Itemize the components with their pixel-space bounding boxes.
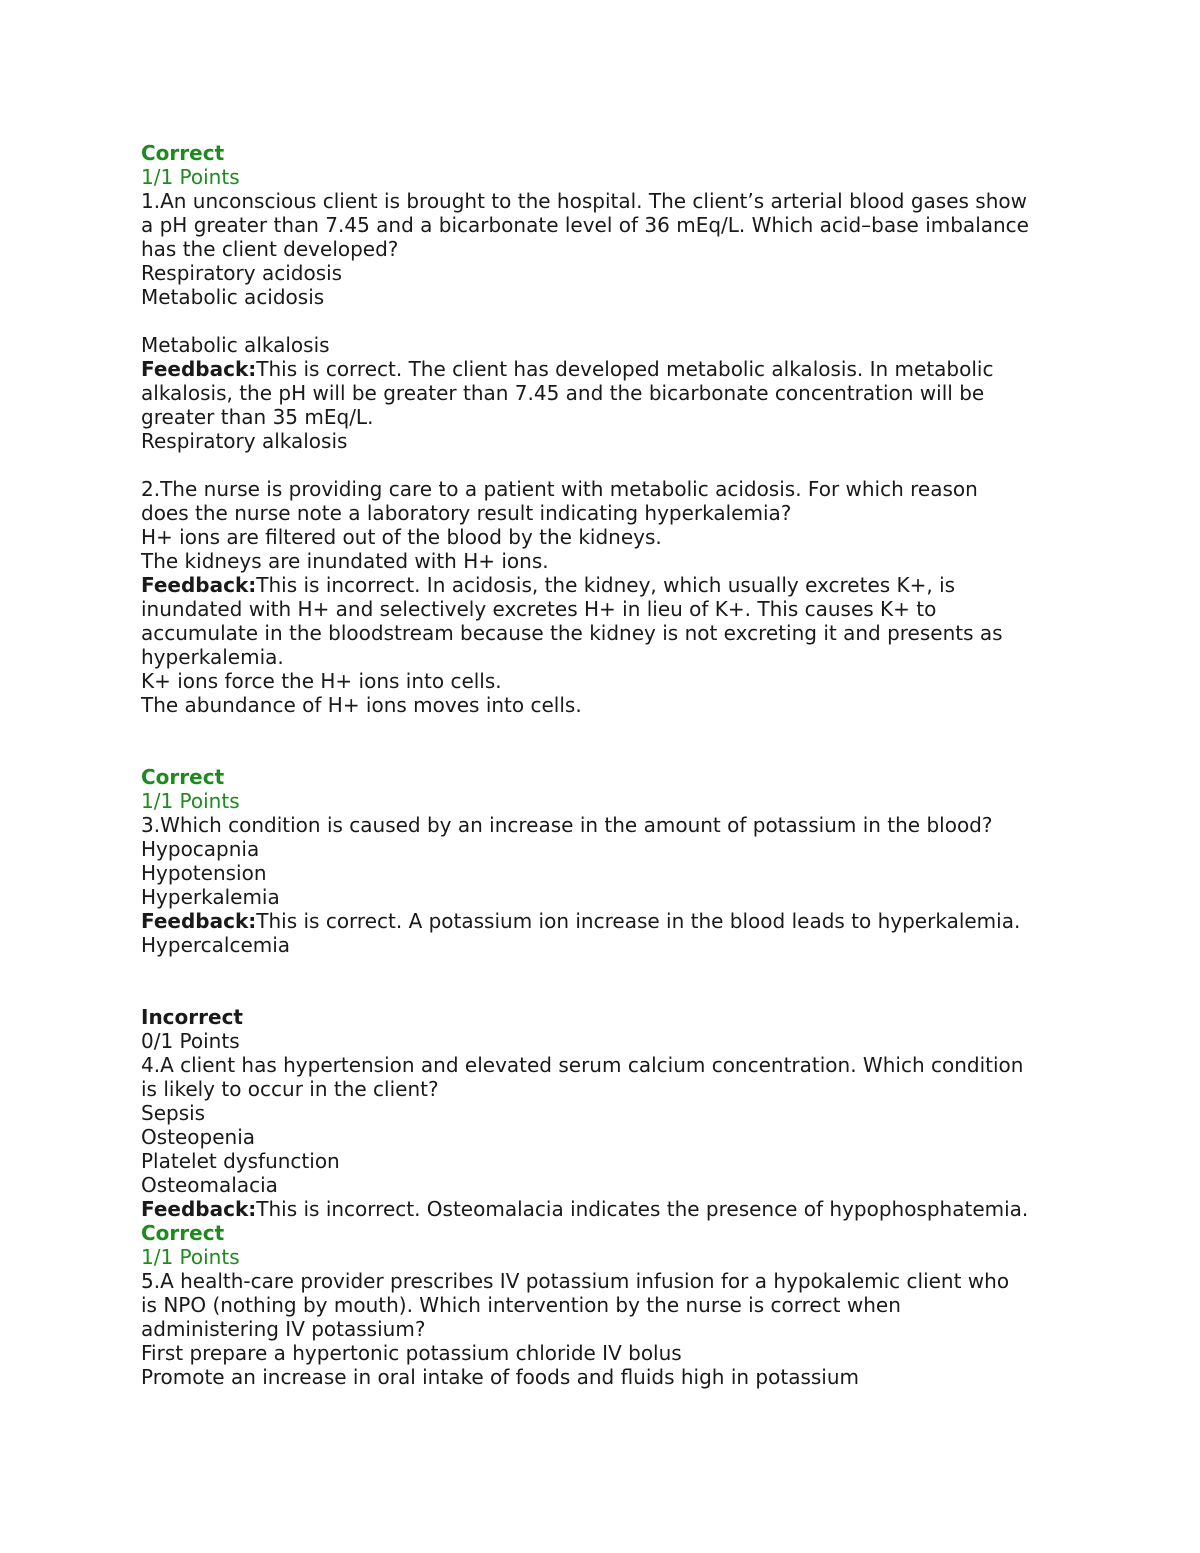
q2-feedback	[141, 573, 1061, 597]
q5-question-line: 5.A health-care provider prescribes IV potassium infusion for a hypokalemic client who	[141, 1269, 1010, 1293]
q3-feedback	[141, 909, 1061, 933]
q1-feedback-text: This is correct. The client has developed metabolic alkalosis. In metabolic	[256, 357, 994, 381]
q2-option-1: H+ ions are filtered out of the blood by the kidneys.	[141, 525, 662, 549]
q1-option-respiratory-alkalosis: Respiratory alkalosis	[141, 429, 348, 453]
q5-option-1: First prepare a hypertonic potassium chloride IV bolus	[141, 1341, 682, 1365]
q2-feedback-label: Feedback:	[141, 573, 257, 597]
q5-option-2: Promote an increase in oral intake of foods and fluids high in potassium	[141, 1365, 860, 1389]
q3-option-hyperkalemia: Hyperkalemia	[141, 885, 280, 909]
q4-feedback-text: This is incorrect. Osteomalacia indicates the presence of hypophosphatemia.	[256, 1197, 1029, 1221]
q4-feedback	[141, 1197, 1061, 1221]
q1-question-line: 1.An unconscious client is brought to the hospital. The client’s arterial blood gases show	[141, 189, 1027, 213]
q3-question-line: 3.Which condition is caused by an increase in the amount of potassium in the blood?	[141, 813, 993, 837]
q1-feedback-line: greater than 35 mEq/L.	[141, 405, 374, 429]
q1-option-metabolic-alkalosis: Metabolic alkalosis	[141, 333, 330, 357]
q2-question-line: does the nurse note a laboratory result indicating hyperkalemia?	[141, 501, 792, 525]
q4-option-sepsis: Sepsis	[141, 1101, 206, 1125]
q2-feedback-line: inundated with H+ and selectively excretes H+ in lieu of K+. This causes K+ to	[141, 597, 937, 621]
q4-question-line: is likely to occur in the client?	[141, 1077, 439, 1101]
q1-feedback-line: alkalosis, the pH will be greater than 7.45 and the bicarbonate concentration will be	[141, 381, 985, 405]
q2-feedback-text: This is incorrect. In acidosis, the kidney, which usually excretes K+, is	[256, 573, 956, 597]
q1-feedback	[141, 357, 1061, 381]
q5-question-line: is NPO (nothing by mouth). Which intervention by the nurse is correct when	[141, 1293, 901, 1317]
q5-points: 1/1 Points	[141, 1245, 240, 1269]
q3-points: 1/1 Points	[141, 789, 240, 813]
q2-option-2: The kidneys are inundated with H+ ions.	[141, 549, 549, 573]
q2-question-line: 2.The nurse is providing care to a patient with metabolic acidosis. For which reason	[141, 477, 978, 501]
q3-option-hypotension: Hypotension	[141, 861, 267, 885]
q2-feedback-line: accumulate in the bloodstream because the kidney is not excreting it and presents as	[141, 621, 1003, 645]
q3-option-hypocapnia: Hypocapnia	[141, 837, 260, 861]
q1-status: Correct	[141, 141, 225, 165]
q1-option-respiratory-acidosis: Respiratory acidosis	[141, 261, 343, 285]
q4-option-osteopenia: Osteopenia	[141, 1125, 256, 1149]
q4-feedback-label: Feedback:	[141, 1197, 257, 1221]
q1-question-line: has the client developed?	[141, 237, 399, 261]
q4-points: 0/1 Points	[141, 1029, 240, 1053]
q4-option-platelet-dysfunction: Platelet dysfunction	[141, 1149, 340, 1173]
q1-option-metabolic-acidosis: Metabolic acidosis	[141, 285, 325, 309]
document-page	[141, 141, 1061, 1389]
q1-question-line: a pH greater than 7.45 and a bicarbonate level of 36 mEq/L. Which acid–base imbalance	[141, 213, 1029, 237]
q2-option-4: The abundance of H+ ions moves into cells.	[141, 693, 582, 717]
q4-question-line: 4.A client has hypertension and elevated serum calcium concentration. Which condition	[141, 1053, 1024, 1077]
q3-status: Correct	[141, 765, 225, 789]
q3-feedback-label: Feedback:	[141, 909, 257, 933]
q1-feedback-label: Feedback:	[141, 357, 257, 381]
q3-feedback-text: This is correct. A potassium ion increase in the blood leads to hyperkalemia.	[256, 909, 1021, 933]
q5-question-line: administering IV potassium?	[141, 1317, 426, 1341]
q1-points: 1/1 Points	[141, 165, 240, 189]
q4-option-osteomalacia: Osteomalacia	[141, 1173, 278, 1197]
q2-option-3: K+ ions force the H+ ions into cells.	[141, 669, 502, 693]
q4-status: Incorrect	[141, 1005, 243, 1029]
q3-option-hypercalcemia: Hypercalcemia	[141, 933, 291, 957]
q2-feedback-line: hyperkalemia.	[141, 645, 284, 669]
q5-status: Correct	[141, 1221, 225, 1245]
